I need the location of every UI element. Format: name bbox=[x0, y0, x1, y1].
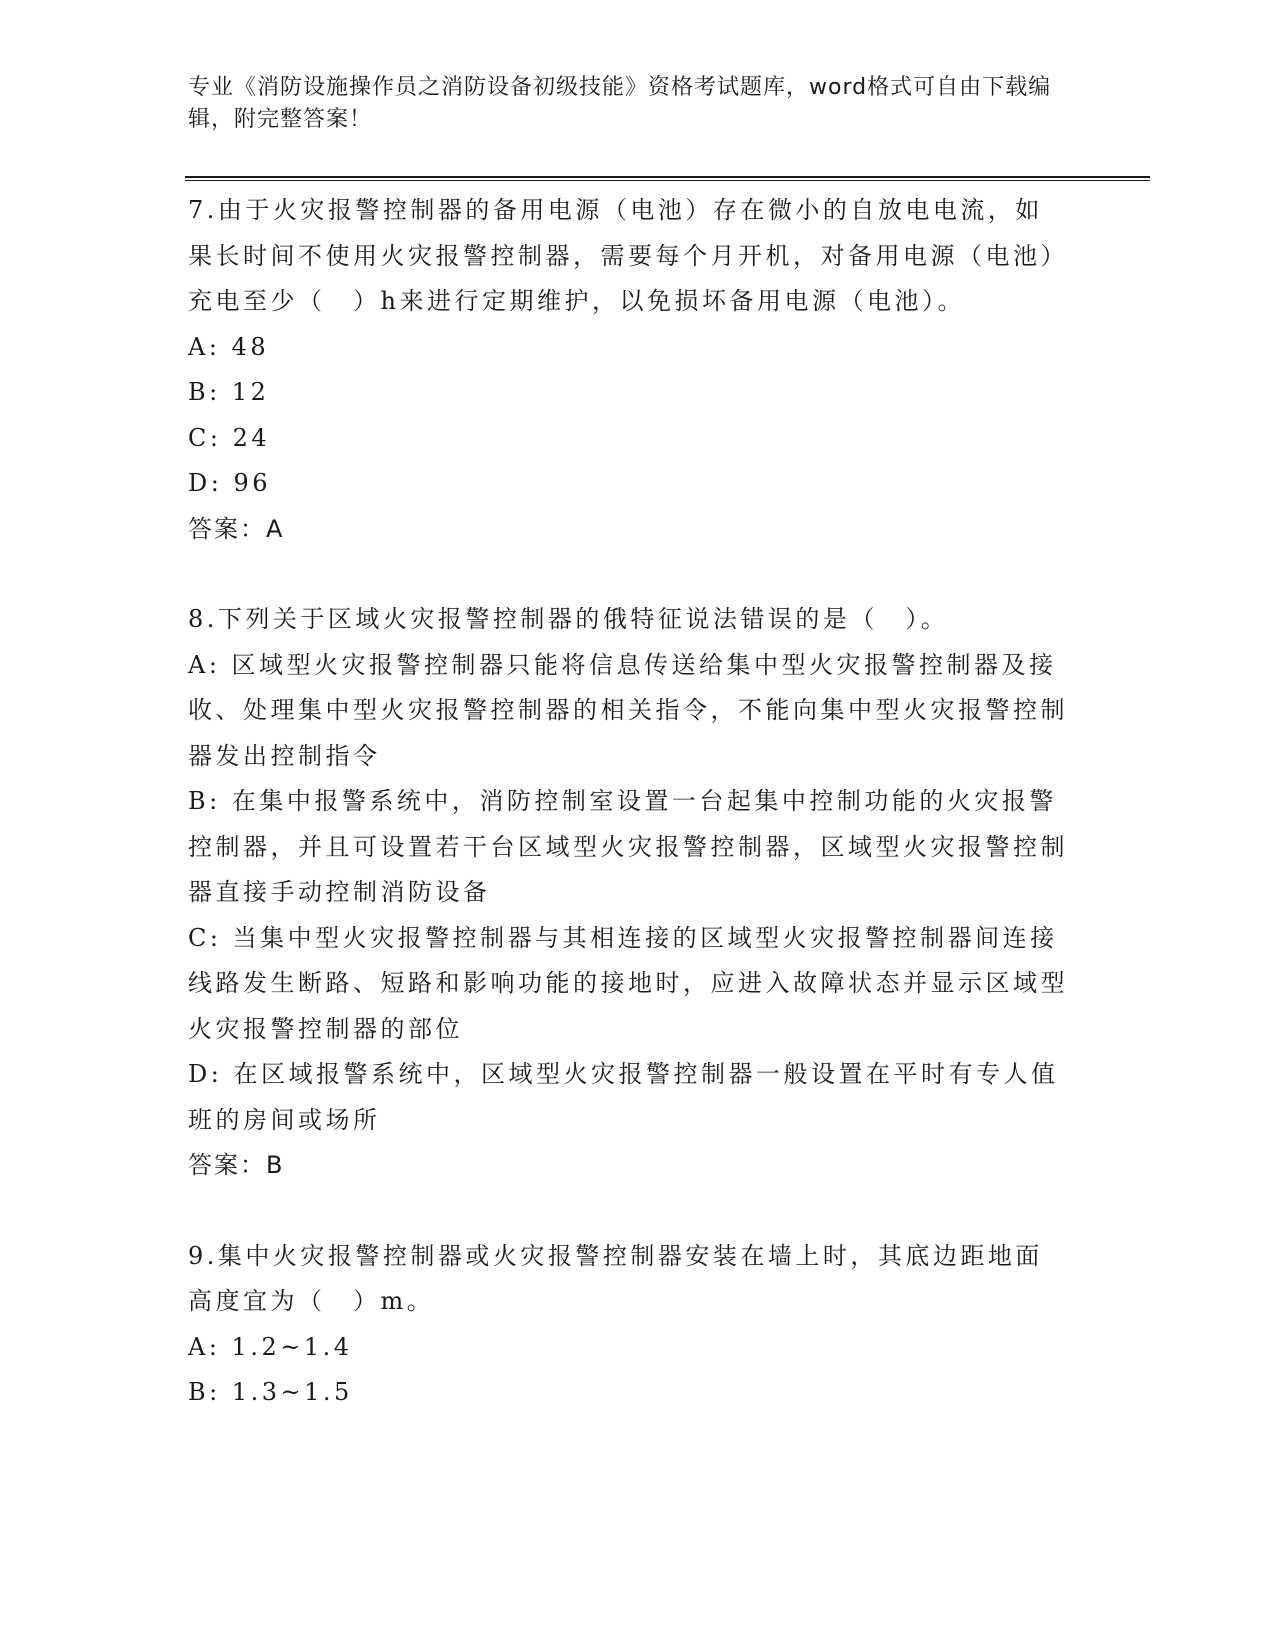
option-c: C: 24 bbox=[188, 423, 271, 452]
question-gap bbox=[188, 552, 1068, 597]
option-b: B: 1.3~1.5 bbox=[188, 1378, 353, 1406]
option-a: A: 48 bbox=[188, 332, 270, 361]
question-stem: 7.由于火灾报警控制器的备用电源（电池）存在微小的自放电电流，如果长时间不使用火灾报警控制器，需要每个月开机，对备用电源（电池）充电至少（ ）h来进行定期维护，以免损坏备用电源（电池）。 bbox=[188, 196, 1068, 315]
option-b: B: 12 bbox=[188, 378, 270, 406]
question-7 bbox=[188, 188, 1068, 552]
option-a: A: 1.2~1.4 bbox=[188, 1332, 353, 1361]
option-d: D: 96 bbox=[188, 469, 271, 497]
header-divider bbox=[185, 176, 1150, 181]
question-stem: 9.集中火灾报警控制器或火灾报警控制器安装在墙上时，其底边距地面高度宜为（ ）m。 bbox=[188, 1241, 1043, 1315]
option-d: D: 在区域报警系统中，区域型火灾报警控制器一般设置在平时有专人值班的房间或场所 bbox=[188, 1060, 1059, 1134]
option-a: A: 区域型火灾报警控制器只能将信息传送给集中型火灾报警控制器及接收、处理集中型火灾报警控制器的相关指令，不能向集中型火灾报警控制器发出控制指令 bbox=[188, 650, 1068, 770]
document-header: 专业《消防设施操作员之消防设备初级技能》资格考试题库，word格式可自由下载编辑，附完整答案！ bbox=[188, 75, 1052, 132]
answer-label: 答案：B bbox=[188, 1151, 285, 1179]
question-gap bbox=[188, 1189, 1068, 1234]
question-stem: 8.下列关于区域火灾报警控制器的俄特征说法错误的是（ ）。 bbox=[188, 605, 949, 633]
answer-label: 答案：A bbox=[188, 514, 285, 543]
option-b: B: 在集中报警系统中，消防控制室设置一台起集中控制功能的火灾报警控制器，并且可设置若干台区域型火灾报警控制器，区域型火灾报警控制器直接手动控制消防设备 bbox=[188, 787, 1068, 906]
question-8 bbox=[188, 597, 1068, 1189]
option-c: C: 当集中型火灾报警控制器与其相连接的区域型火灾报警控制器间连接线路发生断路、短路和影响功能的接地时，应进入故障状态并显示区域型火灾报警控制器的部位 bbox=[188, 923, 1068, 1043]
question-list bbox=[188, 188, 1068, 1416]
question-9 bbox=[188, 1234, 1068, 1416]
